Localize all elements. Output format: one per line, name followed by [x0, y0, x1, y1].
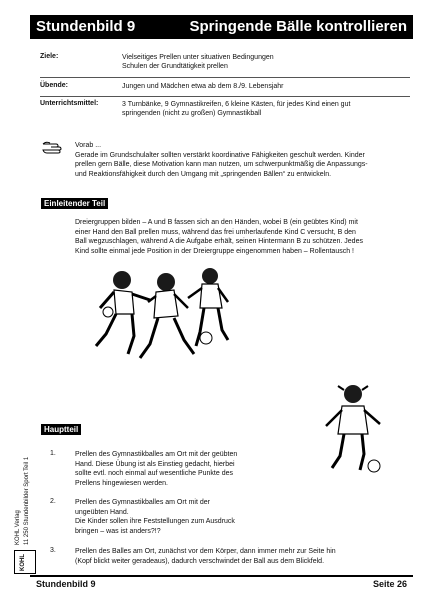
item-line: Prellen des Balles am Ort, zunächst vor dem Körper, dann immer mehr zur Seite hin: [75, 548, 336, 555]
ziele-label: Ziele:: [40, 53, 59, 60]
vorab-line-2: prellen gern Bälle, diese Motivation kann man nutzen, um schwerpunktmäßig die Anpassungs-: [75, 161, 368, 169]
unterrichtsmittel-label: Unterrichtsmittel:: [40, 100, 99, 107]
item-line: ungeübten Hand.: [75, 508, 129, 516]
einleitend-line-3: Ball wegzuschlagen, während A die Aufgabe erhält, seinen Hintermann B zu schützen. Jedes: [75, 238, 363, 246]
item-line: Prellens hingewiesen werden.: [75, 479, 168, 487]
sidebar-order-number: 11 250 Stundenbilder Sport Teil 1: [24, 456, 30, 545]
header-title-left: Stundenbild 9: [36, 18, 136, 35]
vorab-line-1: Gerade im Grundschulalter sollten verstärkt koordinative Fähigkeiten geschult werden. Kinder: [75, 151, 365, 159]
list-item: [75, 547, 410, 566]
einleitend-line-4: Kind sollte einmal jede Position in der Dreiergruppe eingenommen haben – Rollentausch !: [75, 247, 355, 255]
list-item: [75, 498, 290, 536]
footer: [30, 575, 413, 593]
section-heading-hauptteil: Hauptteil: [41, 424, 81, 435]
children-dribbling-illustration: [88, 262, 238, 367]
item-line: bringen – was ist anders?!?: [75, 527, 161, 535]
item-number: 3.: [50, 547, 56, 554]
unterrichtsmittel-line-1: 3 Turnbänke, 9 Gymnastikreifen, 6 kleine Kästen, für jedes Kind einen gut: [122, 101, 351, 108]
vorab-title: Vorab ...: [75, 142, 102, 149]
uebende-text: Jungen und Mädchen etwa ab dem 8./9. Lebensjahr: [122, 83, 284, 90]
vorab-line-3: und Reaktionsfähigkeit durch den Umgang mit „springenden Bällen“ zu entwickeln.: [75, 170, 332, 178]
header-bar: [30, 15, 413, 39]
item-line: Prellen des Gymnastikballes am Ort mit der geübten: [75, 451, 238, 458]
item-line: Prellen des Gymnastikballes am Ort mit der: [75, 499, 210, 506]
pointing-hand-icon: [42, 140, 68, 154]
header-title-right: Springende Bälle kontrollieren: [189, 18, 407, 35]
unterrichtsmittel-text: [122, 100, 407, 118]
item-line: Die Kinder sollen ihre Feststellungen zum Ausdruck: [75, 518, 235, 526]
item-line: sollte evtl. noch einmal auf wesentliche Punkte des: [75, 470, 233, 478]
ziele-text: [122, 53, 407, 71]
item-line: (Kopf blickt weiter geradeaus), dadurch verschwindet der Ball aus dem Blickfeld.: [75, 557, 325, 565]
list-item: [75, 450, 290, 488]
divider: [40, 77, 410, 78]
unterrichtsmittel-line-2: springenden (nicht zu großen) Gymnastikball: [122, 110, 262, 117]
vorab-block: [75, 141, 410, 179]
einleitend-text: [75, 218, 410, 256]
item-number: 2.: [50, 498, 56, 505]
ziele-line-2: Schulen der Grundtätigkeit prellen: [122, 63, 228, 70]
publisher-logo-text: KOHL: [20, 554, 26, 571]
sidebar-publisher: KOHL Verlag: [15, 510, 21, 545]
einleitend-line-2: einer Hand den Ball prellen muss, während das frei umherlaufende Kind C versucht, B den: [75, 228, 356, 236]
item-number: 1.: [50, 450, 56, 457]
divider: [40, 96, 410, 97]
publisher-logo: [14, 550, 36, 574]
page-number: Seite 26: [372, 579, 407, 589]
footer-left: Stundenbild 9: [36, 579, 96, 589]
einleitend-line-1: Dreiergruppen bilden – A und B fassen sich an den Händen, wobei B (ein geübtes Kind) mit: [75, 219, 358, 226]
uebende-label: Übende:: [40, 82, 68, 89]
item-line: Hand. Diese Übung ist als Einstieg gedacht, hierbei: [75, 460, 235, 468]
section-heading-einleitend: Einleitender Teil: [41, 198, 108, 209]
ziele-line-1: Vielseitiges Prellen unter situativen Bedingungen: [122, 54, 274, 61]
girl-dribbling-illustration: [318, 382, 388, 477]
